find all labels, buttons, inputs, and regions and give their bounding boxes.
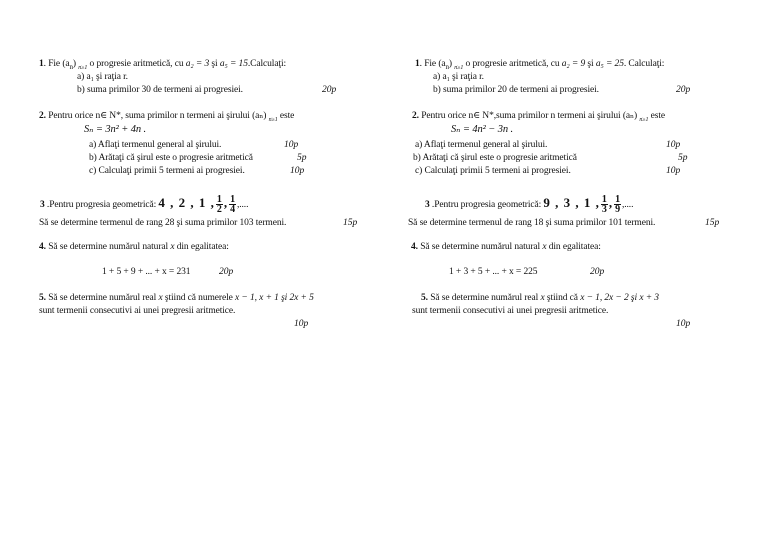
problem-3-number: 3 <box>40 200 45 210</box>
problem-1-condition-2: a₅ = 25 <box>595 59 624 69</box>
problem-5-statement <box>39 292 314 304</box>
problem-3-points: 15p <box>343 218 358 228</box>
problem-3-points: 15p <box>705 218 720 228</box>
problem-5-points: 10p <box>676 319 691 329</box>
problem-1-end: . Calculaţi: <box>623 59 665 69</box>
problem-3-dots: ,.... <box>621 200 634 210</box>
problem-5-text: Să se determine numărul real <box>427 293 541 303</box>
problem-1-rest: o progresie aritmetică, cu <box>87 59 186 69</box>
problem-2-formula: Sₙ = 4n² − 3n . <box>451 124 514 135</box>
problem-1-sub: n <box>69 62 73 71</box>
problem-1-part-b: b) suma primilor 30 de termeni ai progresiei. <box>77 85 243 95</box>
problem-1-index: n≥1 <box>78 64 88 71</box>
problem-5-terms: x − 1, x + 1 şi 2x + 5 <box>235 293 314 303</box>
problem-1-end: .Calculaţi: <box>247 59 287 69</box>
problem-2-statement <box>412 110 665 126</box>
problem-5-variable: x <box>158 293 163 303</box>
problem-3-fraction-2-top: 1 <box>615 194 620 206</box>
problem-5-line-2: sunt termenii consecutivi ai unei pregresii aritmetice. <box>412 306 609 316</box>
problem-2-end: este <box>277 111 295 121</box>
problem-3-line-2: Să se determine termenul de rang 18 şi suma primilor 101 termeni. <box>408 218 656 228</box>
problem-4-end: din egalitatea: <box>174 242 229 252</box>
problem-4-number: 4. <box>39 242 46 252</box>
problem-2-part-c: c) Calculaţi primii 5 termeni ai progresiei. <box>89 166 245 176</box>
problem-3-number: 3 <box>425 200 430 210</box>
problem-1-mid: ) <box>72 59 79 69</box>
problem-3-fraction-2 <box>614 195 621 214</box>
problem-3-fraction-1-bottom: 3 <box>601 204 607 216</box>
problem-2-index: n≥1 <box>268 116 278 123</box>
problem-4-variable: x <box>170 242 175 252</box>
problem-1-number: 1 <box>415 59 420 69</box>
problem-5-text: Să se determine numărul real <box>45 293 159 303</box>
problem-2-formula: Sₙ = 3n² + 4n . <box>84 124 147 135</box>
problem-1-sub: n <box>445 62 449 71</box>
problem-3-fraction-1-bottom: 2 <box>216 204 222 216</box>
problem-2-statement <box>39 110 294 126</box>
problem-2-part-b-points: 5p <box>678 153 688 163</box>
problem-4-text: Să se determine numărul natural <box>45 242 171 252</box>
problem-1-part-b: b) suma primilor 20 de termeni ai progresiei. <box>433 85 599 95</box>
problem-4-points: 20p <box>219 267 234 277</box>
problem-1-condition-1: a₂ = 3 <box>185 59 210 69</box>
problem-4-end: din egalitatea: <box>546 242 601 252</box>
problem-3-line-2: Să se determine termenul de rang 28 şi suma primilor 103 termeni. <box>39 218 287 228</box>
problem-1-lead: . Fie (a <box>43 59 70 69</box>
problem-5-points: 10p <box>294 319 309 329</box>
problem-2-text: Pentru orice n∈ N*,suma primilor n termeni ai şirului (aₙ) <box>418 111 640 121</box>
problem-3-statement: 3 .Pentru progresia geometrică: 4 , 2 , 1 , $\frac{1}{2}$ , $\frac{1}{4}$ ,.... <box>40 194 249 216</box>
problem-3-fraction-1 <box>216 195 223 214</box>
problem-2-number: 2. <box>39 111 46 121</box>
problem-3-sequence: 9 , 3 , 1 , <box>543 195 600 210</box>
problem-3-fraction-1-top: 1 <box>216 194 222 206</box>
variant-right <box>378 0 738 543</box>
problem-2-part-c-points: 10p <box>666 166 681 176</box>
problem-2-part-c: c) Calculaţi primii 5 termeni ai progresiei. <box>415 166 571 176</box>
problem-3-fraction-2-bottom: 9 <box>615 204 620 216</box>
problem-1-mid: ) <box>448 59 455 69</box>
problem-1-lead: . Fie (a <box>419 59 446 69</box>
problem-2-text: Pentru orice n∈ N*, suma primilor n termeni ai şirului (aₙ) <box>45 111 269 121</box>
problem-1-part-a: a) a₁ şi raţia r. <box>77 72 128 82</box>
problem-1-part-a: a) a₁ şi raţia r. <box>433 72 484 82</box>
problem-5-mid: ştiind că <box>544 293 581 303</box>
problem-3-fraction-1-top: 1 <box>601 194 607 206</box>
problem-1-rest: o progresie aritmetică, cu <box>463 59 562 69</box>
problem-4-equation: 1 + 5 + 9 + ... + x = 231 <box>102 267 191 277</box>
problem-3-fraction-2 <box>229 195 236 214</box>
problem-3-text: .Pentru progresia geometrică: <box>44 200 159 210</box>
problem-3-fraction-1 <box>601 195 608 214</box>
problem-2-part-b: b) Arătaţi că şirul este o progresie aritmetică <box>413 153 577 163</box>
problem-1-points: 20p <box>676 85 691 95</box>
problem-3-statement: 3 .Pentru progresia geometrică: 9 , 3 , 1 , $\frac{1}{3}$ , $\frac{1}{9}$ ,.... <box>425 194 634 216</box>
problem-3-sequence: 4 , 2 , 1 , <box>158 195 215 210</box>
problem-4-variable: x <box>542 242 547 252</box>
problem-2-end: este <box>648 111 666 121</box>
problem-2-part-b: b) Arătaţi că şirul este o progresie aritmetică <box>89 153 253 163</box>
problem-2-part-a: a) Aflaţi termenul general al şirului. <box>89 140 222 150</box>
problem-4-statement <box>411 241 601 253</box>
variant-left <box>0 0 360 543</box>
problem-4-equation: 1 + 3 + 5 + ... + x = 225 <box>449 267 538 277</box>
problem-2-number: 2. <box>412 111 419 121</box>
problem-2-part-c-points: 10p <box>290 166 305 176</box>
problem-3-text: .Pentru progresia geometrică: <box>429 200 544 210</box>
problem-4-number: 4. <box>411 242 418 252</box>
problem-1-points: 20p <box>322 85 337 95</box>
problem-5-number: 5. <box>421 293 428 303</box>
problem-2-part-a: a) Aflaţi termenul general al şirului. <box>415 140 548 150</box>
problem-2-index: n≥1 <box>639 116 649 123</box>
problem-4-text: Să se determine numărul natural <box>417 242 543 252</box>
problem-5-mid: ştiind că numerele <box>162 293 235 303</box>
problem-1-index: n≥1 <box>454 64 464 71</box>
problem-3-fraction-2-bottom: 4 <box>230 204 235 216</box>
problem-4-statement <box>39 241 229 253</box>
problem-2-part-b-points: 5p <box>297 153 307 163</box>
problem-5-number: 5. <box>39 293 46 303</box>
problem-3-fraction-2-top: 1 <box>230 194 235 206</box>
problem-1-condition-2: a₅ = 15 <box>219 59 248 69</box>
problem-1-and: şi <box>585 59 596 69</box>
problem-2-part-a-points: 10p <box>284 140 299 150</box>
problem-5-variable: x <box>540 293 545 303</box>
problem-5-statement <box>421 292 659 304</box>
problem-2-part-a-points: 10p <box>666 140 681 150</box>
problem-5-line-2: sunt termenii consecutivi ai unei pregresii aritmetice. <box>39 306 236 316</box>
problem-5-terms: x − 1, 2x − 2 şi x + 3 <box>580 293 659 303</box>
problem-3-dots: ,.... <box>236 200 249 210</box>
problem-1-and: şi <box>209 59 220 69</box>
problem-4-points: 20p <box>590 267 605 277</box>
problem-1-number: 1 <box>39 59 44 69</box>
problem-1-condition-1: a₂ = 9 <box>561 59 586 69</box>
